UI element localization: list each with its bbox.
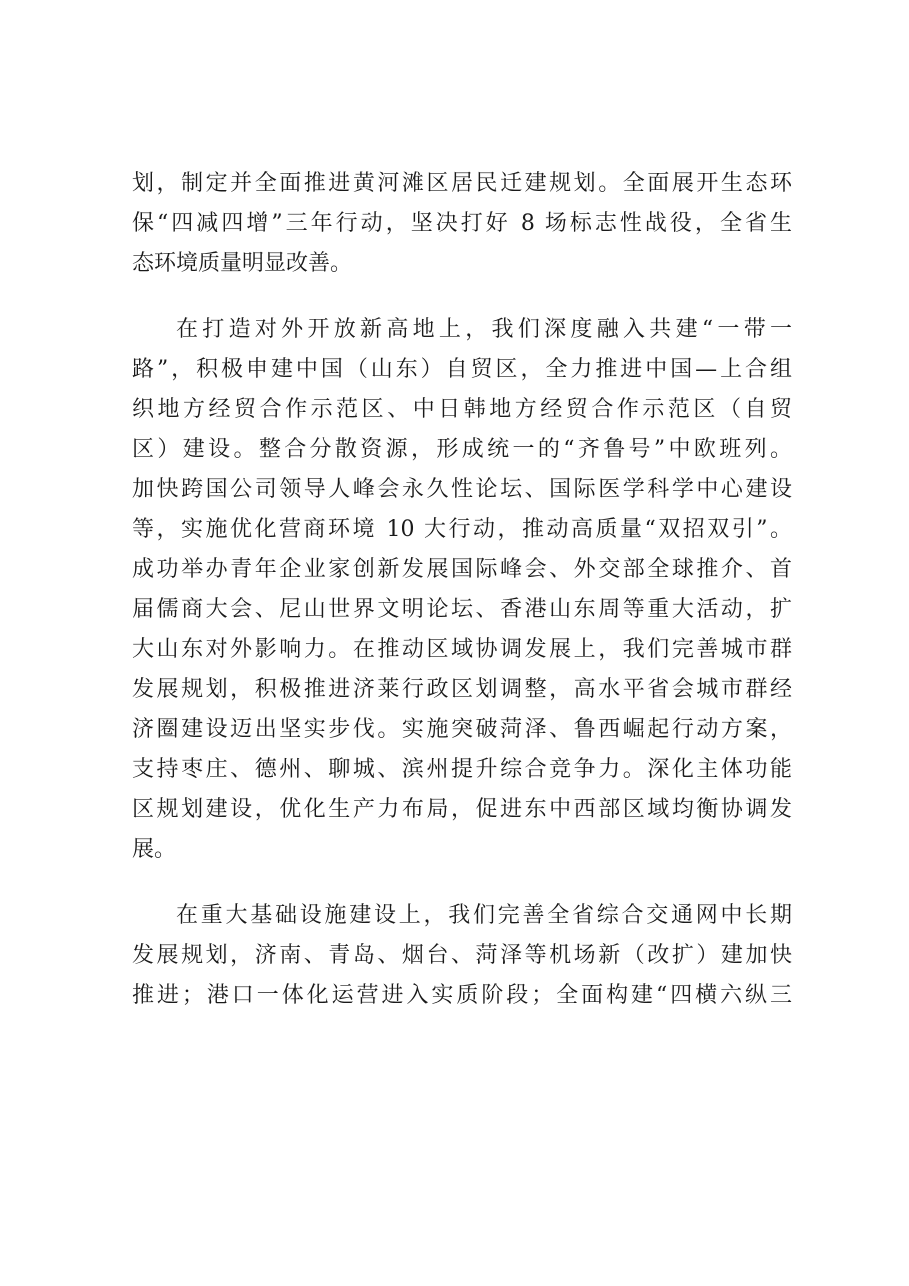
text-line: 路”，积极申建中国（山东）自贸区，全力推进中国—上合组 <box>132 357 792 382</box>
text-line: 发展规划，积极推进济莱行政区划调整，高水平省会城市群经 <box>132 677 792 702</box>
text-line: 发展规划，济南、青岛、烟台、菏泽等机场新（改扩）建加快 <box>132 943 792 968</box>
text-line: 区）建设。整合分散资源，形成统一的“齐鲁号”中欧班列。 <box>132 437 792 462</box>
paragraph <box>132 896 792 1016</box>
text-line: 保“四减四增”三年行动，坚决打好 8 场标志性战役，全省生 <box>132 211 792 236</box>
paragraph <box>132 310 792 870</box>
text-line: 展。 <box>132 837 177 862</box>
paragraph <box>132 164 792 284</box>
text-line: 态环境质量明显改善。 <box>132 251 353 276</box>
text-line: 加快跨国公司领导人峰会永久性论坛、国际医学科学中心建设 <box>132 477 792 502</box>
text-line: 支持枣庄、德州、聊城、滨州提升综合竞争力。深化主体功能 <box>132 757 792 782</box>
text-line: 等，实施优化营商环境 10 大行动，推动高质量“双招双引”。 <box>132 517 792 542</box>
text-line: 划，制定并全面推进黄河滩区居民迁建规划。全面展开生态环 <box>132 171 792 196</box>
text-line: 在打造对外开放新高地上，我们深度融入共建“一带一 <box>176 317 792 342</box>
text-line: 成功举办青年企业家创新发展国际峰会、外交部全球推介、首 <box>132 557 792 582</box>
text-line: 济圈建设迈出坚实步伐。实施突破菏泽、鲁西崛起行动方案， <box>132 717 792 742</box>
body-text <box>132 164 792 1016</box>
text-line: 在重大基础设施建设上，我们完善全省综合交通网中长期 <box>176 903 792 928</box>
text-line: 区规划建设，优化生产力布局，促进东中西部区域均衡协调发 <box>132 797 792 822</box>
text-line: 届儒商大会、尼山世界文明论坛、香港山东周等重大活动，扩 <box>132 597 792 622</box>
text-line: 推进；港口一体化运营进入实质阶段；全面构建“四横六纵三 <box>132 983 792 1008</box>
text-line: 织地方经贸合作示范区、中日韩地方经贸合作示范区（自贸 <box>132 397 792 422</box>
text-line: 大山东对外影响力。在推动区域协调发展上，我们完善城市群 <box>132 637 792 662</box>
